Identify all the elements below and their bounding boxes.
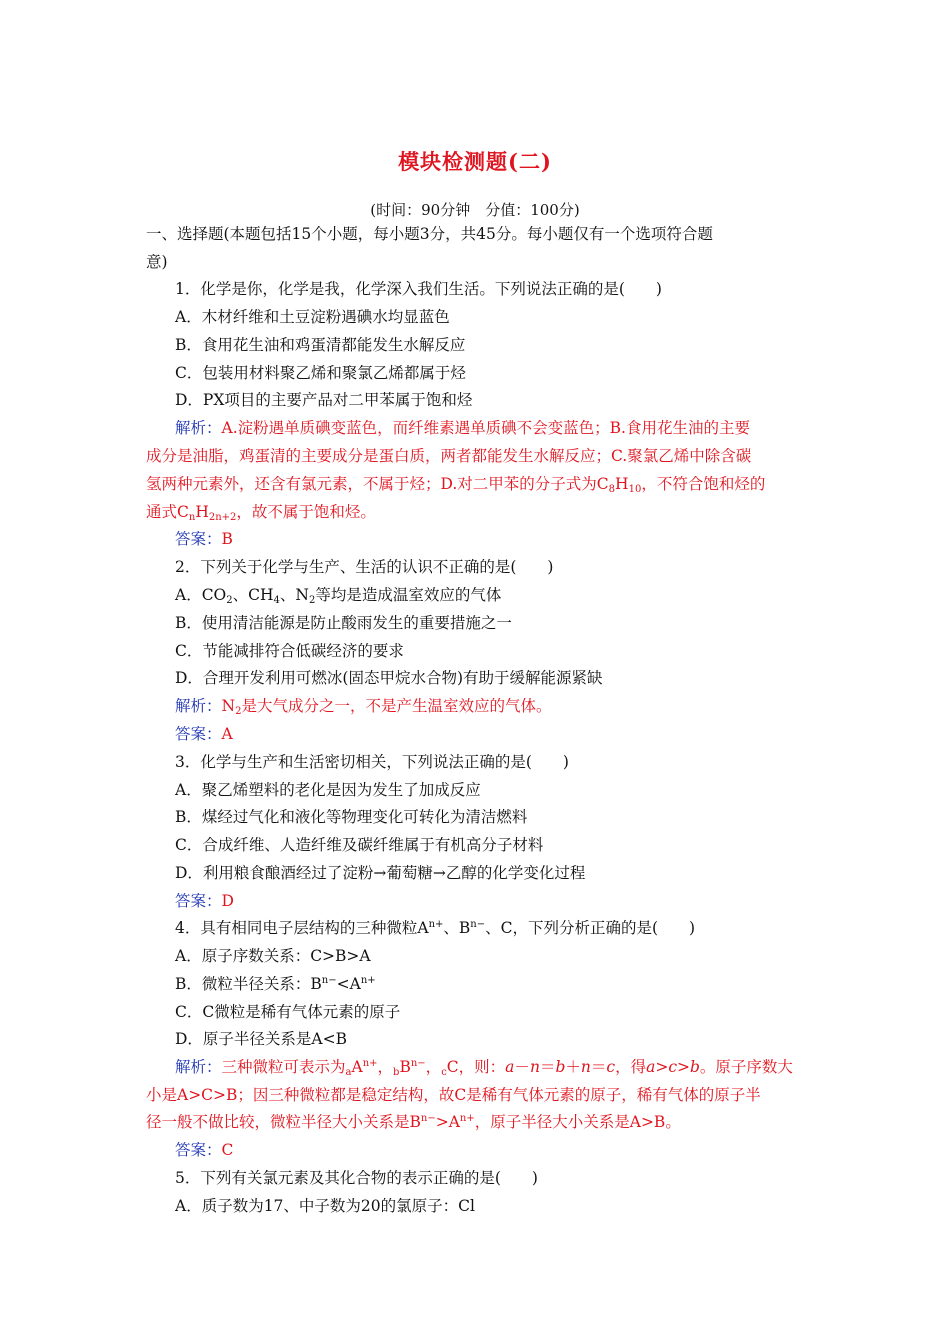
- q3-option-a: A．聚乙烯塑料的老化是因为发生了加成反应: [175, 781, 481, 799]
- q1-analysis-line4: [146, 502, 376, 522]
- analysis-text: H: [615, 475, 629, 493]
- analysis-text: ，: [377, 1058, 394, 1076]
- q4-option-d: D．原子半径关系是A<B: [175, 1030, 347, 1048]
- analysis-text: 。原子序数大: [699, 1058, 793, 1076]
- analysis-text: ，: [425, 1058, 442, 1076]
- analysis-text: A: [351, 1058, 363, 1076]
- superscript: n+: [362, 1058, 378, 1069]
- analysis-text: A.淀粉遇单质碘变蓝色，而纤维素遇单质碘不会变蓝色；B.食用花生油的主要: [221, 419, 750, 437]
- section-intro-line2: 意): [146, 253, 168, 271]
- superscript: n+: [360, 975, 376, 986]
- math-op: －: [514, 1058, 530, 1076]
- answer-value: D: [221, 892, 234, 910]
- q3-stem: 3．化学与生产和生活密切相关，下列说法正确的是( ): [175, 753, 569, 771]
- q3-option-c: C．合成纤维、人造纤维及碳纤维属于有机高分子材料: [175, 836, 544, 854]
- q2-answer: [175, 724, 233, 744]
- superscript: n−: [410, 1058, 426, 1069]
- analysis-label: 解析：: [175, 697, 222, 715]
- analysis-text: ，得: [615, 1058, 647, 1076]
- q1-analysis-line3: [146, 474, 765, 494]
- q2-option-a: [175, 585, 501, 605]
- q3-option-b: B．煤经过气化和液化等物理变化可转化为清洁燃料: [175, 808, 528, 826]
- subscript: 2n+2: [208, 512, 237, 523]
- superscript: n−: [470, 919, 486, 930]
- subscript: 2: [226, 595, 233, 606]
- analysis-text: ，原子半径大小关系是A>B。: [474, 1113, 681, 1131]
- analysis-text: 三种微粒可表示为: [221, 1058, 346, 1076]
- subscript: a: [345, 1067, 352, 1078]
- subscript: 8: [608, 484, 616, 495]
- superscript: n+: [459, 1113, 475, 1124]
- q4-stem: [175, 918, 695, 938]
- analysis-text: >A: [435, 1113, 460, 1131]
- subscript: b: [393, 1067, 400, 1078]
- answer-value: A: [221, 725, 233, 743]
- analysis-text: H: [195, 503, 209, 521]
- analysis-label: 解析：: [175, 1058, 222, 1076]
- answer-label: 答案：: [175, 1141, 222, 1159]
- q1-option-a: A．木材纤维和土豆淀粉遇碘水均显蓝色: [175, 308, 450, 326]
- q4-analysis-line3: [146, 1112, 681, 1132]
- superscript: n−: [321, 975, 337, 986]
- analysis-text: ，不符合饱和烃的: [641, 475, 766, 493]
- q1-option-c: C．包装用材料聚乙烯和聚氯乙烯都属于烃: [175, 364, 466, 382]
- q3-answer: [175, 891, 234, 911]
- analysis-text: ，故不属于饱和烃。: [236, 503, 376, 521]
- analysis-text: 氢两种元素外，还含有氯元素，不属于烃；D.对二甲苯的分子式为C: [146, 475, 609, 493]
- analysis-text: 是大气成分之一，不是产生温室效应的气体。: [241, 697, 552, 715]
- q1-analysis-line1: [175, 418, 750, 438]
- exam-meta: (时间：90分钟 分值：100分): [370, 201, 580, 219]
- q4-option-c: C．C微粒是稀有气体元素的原子: [175, 1003, 401, 1021]
- q1-option-d: D．PX项目的主要产品对二甲苯属于饱和烃: [175, 391, 473, 409]
- subscript: n: [188, 512, 196, 523]
- stem-text: 、C，下列分析正确的是( ): [485, 919, 696, 937]
- math-var: c: [606, 1058, 616, 1076]
- q1-analysis-line2: 成分是油脂，鸡蛋清的主要成分是蛋白质，两者都能发生水解反应；C.聚氯乙烯中除含碳: [146, 447, 752, 465]
- superscript: n−: [420, 1113, 436, 1124]
- subscript: 4: [273, 595, 280, 606]
- math-op: ＝: [590, 1058, 607, 1076]
- q3-option-d: D．利用粮食酿酒经过了淀粉→葡萄糖→乙醇的化学变化过程: [175, 864, 586, 882]
- math-var: b: [555, 1058, 566, 1076]
- analysis-text: N: [221, 697, 236, 715]
- option-text: A．CO: [175, 586, 227, 604]
- q5-stem: 5．下列有关氯元素及其化合物的表示正确的是( ): [175, 1169, 538, 1187]
- option-text: 、CH: [232, 586, 274, 604]
- q2-option-b: B．使用清洁能源是防止酸雨发生的重要措施之一: [175, 614, 512, 632]
- stem-text: 4．具有相同电子层结构的三种微粒A: [175, 919, 429, 937]
- math-var: n: [580, 1058, 591, 1076]
- option-text: B．微粒半径关系：B: [175, 975, 322, 993]
- answer-value: B: [221, 530, 233, 548]
- superscript: n+: [428, 919, 444, 930]
- q2-analysis: [175, 696, 551, 716]
- analysis-text: 径一般不做比较，微粒半径大小关系是B: [146, 1113, 421, 1131]
- q1-option-b: B．食用花生油和鸡蛋清都能发生水解反应: [175, 336, 466, 354]
- math-expression: a>c>b: [646, 1058, 700, 1076]
- option-text: 等均是造成温室效应的气体: [315, 586, 502, 604]
- math-var: n: [529, 1058, 540, 1076]
- q4-option-b: [175, 974, 376, 994]
- answer-label: 答案：: [175, 530, 222, 548]
- answer-value: C: [221, 1141, 234, 1159]
- math-var: a: [505, 1058, 515, 1076]
- q4-option-a: A．原子序数关系：C>B>A: [175, 947, 371, 965]
- document-title: 模块检测题(二): [398, 149, 552, 174]
- q2-option-c: C．节能减排符合低碳经济的要求: [175, 642, 404, 660]
- analysis-text: 通式C: [146, 503, 189, 521]
- q4-analysis-line2: 小是A>C>B；因三种微粒都是稳定结构，故C是稀有气体元素的原子，稀有气体的原子半: [146, 1086, 761, 1104]
- option-text: 、N: [279, 586, 309, 604]
- answer-label: 答案：: [175, 725, 222, 743]
- option-text: <A: [336, 975, 361, 993]
- analysis-text: C，则：: [446, 1058, 506, 1076]
- q5-option-a: A．质子数为17、中子数为20的氯原子：Cl: [175, 1197, 475, 1215]
- math-op: ＝: [539, 1058, 556, 1076]
- subscript: 2: [308, 595, 316, 606]
- answer-label: 答案：: [175, 892, 222, 910]
- math-op: ＋: [565, 1058, 581, 1076]
- subscript: 2: [235, 706, 242, 717]
- subscript: c: [441, 1067, 447, 1078]
- stem-text: 、B: [443, 919, 471, 937]
- analysis-label: 解析：: [175, 419, 222, 437]
- analysis-text: B: [399, 1058, 411, 1076]
- subscript: 10: [628, 484, 642, 495]
- q1-stem: 1．化学是你，化学是我，化学深入我们生活。下列说法正确的是( ): [175, 280, 662, 298]
- section-intro-line1: 一、选择题(本题包括15个小题，每小题3分，共45分。每小题仅有一个选项符合题: [146, 225, 713, 243]
- q1-answer: [175, 529, 233, 549]
- q4-answer: [175, 1140, 233, 1160]
- q2-stem: 2．下列关于化学与生产、生活的认识不正确的是( ): [175, 558, 554, 576]
- q2-option-d: D．合理开发利用可燃冰(固态甲烷水合物)有助于缓解能源紧缺: [175, 669, 603, 687]
- q4-analysis-line1: [175, 1057, 793, 1077]
